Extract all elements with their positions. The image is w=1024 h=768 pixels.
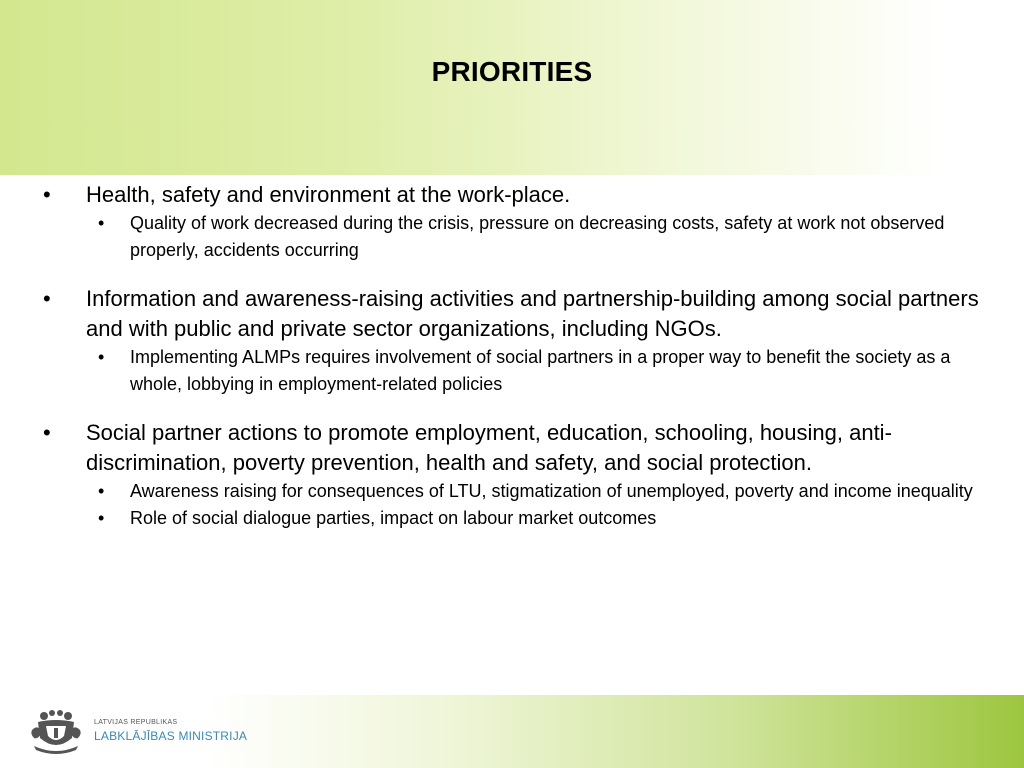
bullet-dot: • xyxy=(43,286,51,311)
coat-of-arms-icon xyxy=(30,708,86,756)
sub-bullet-item xyxy=(40,210,985,264)
sub-bullet-text: Awareness raising for consequences of LTU, stigmatization of unemployed, poverty and income inequality xyxy=(130,481,973,501)
bullet-text: Social partner actions to promote employment, education, schooling, housing, anti-discrimination, poverty prevention, health and safety, and social protection. xyxy=(86,420,892,475)
bullet-section-3 xyxy=(40,418,985,532)
sub-bullet-dot: • xyxy=(98,481,105,501)
bullet-text: Health, safety and environment at the work-place. xyxy=(86,182,571,207)
sub-bullet-text: Quality of work decreased during the crisis, pressure on decreasing costs, safety at work not observed properly, accidents occurring xyxy=(130,213,945,260)
bullet-section-2 xyxy=(40,284,985,398)
bullet-section-1 xyxy=(40,180,985,264)
sub-bullet-dot: • xyxy=(98,508,105,528)
sub-bullet-item xyxy=(40,478,985,505)
sub-bullet-text: Implementing ALMPs requires involvement of social partners in a proper way to benefit the society as a whole, lobbying in employment-related policies xyxy=(130,347,951,394)
sub-bullet-item xyxy=(40,505,985,532)
bullet-item xyxy=(40,418,985,478)
bullet-item xyxy=(40,284,985,344)
bullet-item xyxy=(40,180,985,210)
bullet-dot: • xyxy=(43,182,51,207)
logo-line-1: LATVIJAS REPUBLIKAS xyxy=(94,719,178,726)
logo-line-2: LABKLĀJĪBAS MINISTRIJA xyxy=(94,729,248,743)
sub-bullet-text: Role of social dialogue parties, impact on labour market outcomes xyxy=(130,508,657,528)
sub-bullet-dot: • xyxy=(98,347,105,367)
sub-bullet-dot: • xyxy=(98,213,105,233)
bullet-list xyxy=(40,180,985,552)
sub-bullet-item xyxy=(40,344,985,398)
bullet-dot: • xyxy=(43,420,51,445)
ministry-logo xyxy=(30,708,290,756)
bullet-text: Information and awareness-raising activities and partnership-building among social partners and with public and private sector organizations, including NGOs. xyxy=(86,286,979,341)
slide-title: PRIORITIES xyxy=(431,56,593,87)
